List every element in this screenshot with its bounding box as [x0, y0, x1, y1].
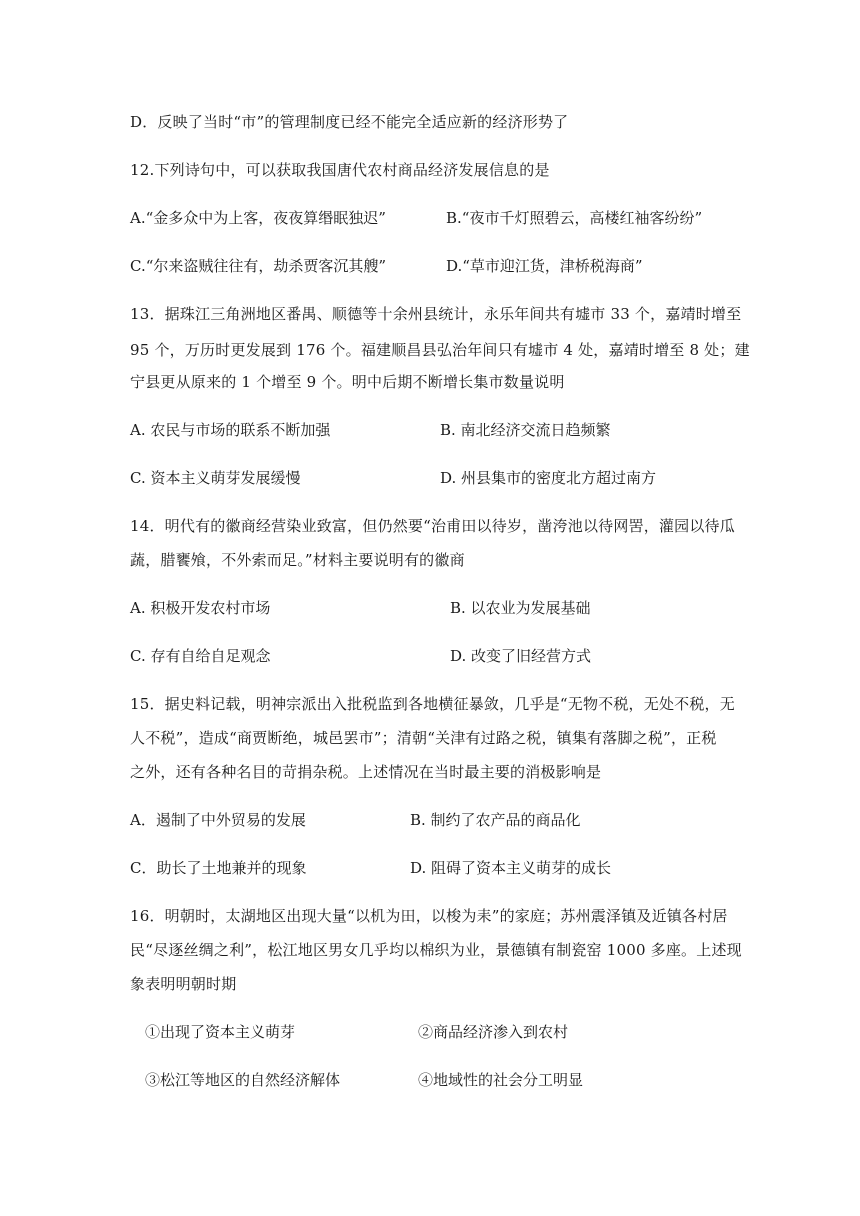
q13-stem-line-1: 13．据珠江三角洲地区番禺、顺德等十余州县统计，永乐年间共有墟市 33 个，嘉靖时增至: [130, 305, 742, 323]
q12-option-c: C.“尔来盗贼往往有，劫杀贾客沉其艘”: [130, 257, 387, 275]
q16-stem-line-2: 民“尽逐丝绸之利”，松江地区男女几乎均以棉织为业，景德镇有制瓷窑 1000 多座。上述现: [130, 941, 742, 959]
q13-option-a: A. 农民与市场的联系不断加强: [130, 421, 331, 439]
q12-option-d: D.“草市迎江货，津桥税海商”: [446, 257, 643, 275]
q15-stem-line-2: 人不税”，造成“商贾断绝，城邑罢市”；清朝“关津有过路之税，镇集有落脚之税”，正税: [130, 729, 717, 747]
q15-option-c: C．助长了土地兼并的现象: [130, 859, 307, 877]
q14-option-b: B. 以农业为发展基础: [450, 599, 591, 617]
q14-stem-line-1: 14．明代有的徽商经营染业致富，但仍然要“治甫田以待岁，凿洿池以待网罟，灌园以待瓜: [130, 517, 735, 535]
q16-stem-line-3: 象表明明朝时期: [130, 975, 237, 993]
q15-option-d: D. 阻碍了资本主义萌芽的成长: [410, 859, 612, 877]
q14-option-c: C. 存有自给自足观念: [130, 647, 271, 665]
q13-option-b: B. 南北经济交流日趋频繁: [440, 421, 611, 439]
q16-option-4: ④地域性的社会分工明显: [418, 1071, 584, 1089]
q13-option-d: D. 州县集市的密度北方超过南方: [440, 469, 657, 487]
q15-stem-line-1: 15．据史料记载，明神宗派出入批税监到各地横征暴敛，几乎是“无物不税，无处不税，无: [130, 695, 735, 713]
q13-option-c: C. 资本主义萌芽发展缓慢: [130, 469, 301, 487]
q14-option-a: A. 积极开发农村市场: [130, 599, 271, 617]
q12-stem: 12.下列诗句中，可以获取我国唐代农村商品经济发展信息的是: [130, 161, 550, 179]
q15-stem-line-3: 之外，还有各种名目的苛捐杂税。上述情况在当时最主要的消极影响是: [130, 763, 602, 781]
q16-option-3: ③松江等地区的自然经济解体: [145, 1071, 341, 1089]
q12-option-a: A.“金多众中为上客，夜夜算缗眠独迟”: [130, 209, 386, 227]
q16-option-1: ①出现了资本主义萌芽: [145, 1023, 296, 1041]
q16-stem-line-1: 16．明朝时，太湖地区出现大量“以机为田，以梭为耒”的家庭；苏州震泽镇及近镇各村居: [130, 907, 728, 925]
q15-option-a: A．遏制了中外贸易的发展: [130, 811, 306, 829]
q11-option-d: D．反映了当时“市”的管理制度已经不能完全适应新的经济形势了: [130, 113, 569, 131]
q14-option-d: D. 改变了旧经营方式: [450, 647, 592, 665]
q13-stem-line-2: 95 个，万历时更发展到 176 个。福建顺昌县弘治年间只有墟市 4 处，嘉靖时增至 8 处；建: [130, 341, 750, 359]
q13-stem-line-3: 宁县更从原来的 1 个增至 9 个。明中后期不断增长集市数量说明: [130, 373, 565, 391]
q15-option-b: B. 制约了农产品的商品化: [410, 811, 581, 829]
q14-stem-line-2: 蔬，腊饔飧，不外索而足。”材料主要说明有的徽商: [130, 551, 465, 569]
q12-option-b: B.“夜市千灯照碧云，高楼红袖客纷纷”: [446, 209, 703, 227]
q16-option-2: ②商品经济渗入到农村: [418, 1023, 569, 1041]
